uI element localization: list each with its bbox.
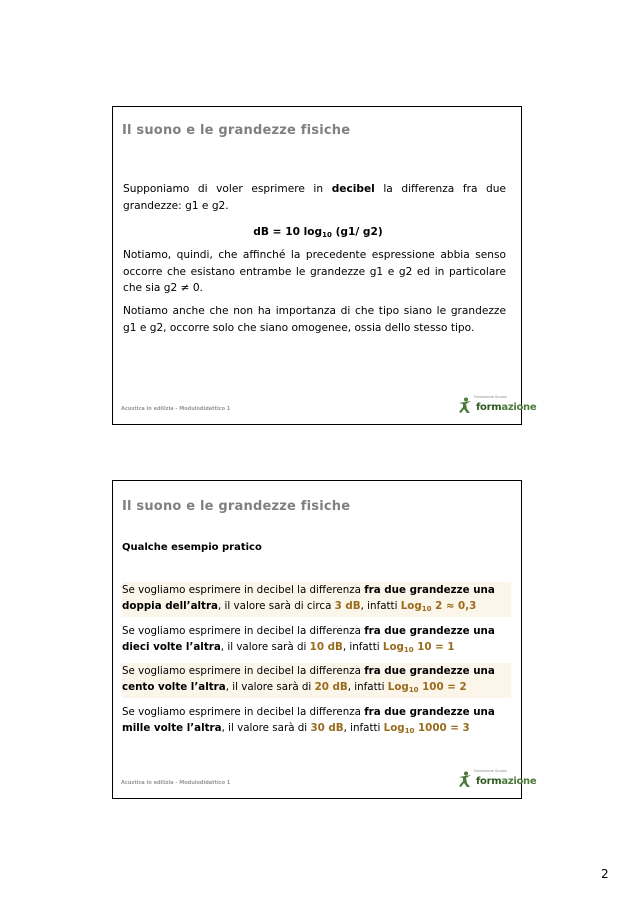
- paragraph-1: [123, 181, 506, 214]
- figure-icon: [458, 771, 472, 788]
- slide-2: [112, 480, 537, 799]
- logo-part: azione: [501, 402, 537, 413]
- db-value: 3 dB: [334, 600, 361, 612]
- example-item: [122, 704, 511, 739]
- figure-icon: [458, 397, 472, 414]
- log-text: Log: [382, 641, 404, 653]
- logo-top-text: Fondazione Scuola: [474, 395, 507, 399]
- log-text: Log: [387, 681, 409, 693]
- slide-footer: Acustica in edilizia - Modulodidattico 1: [121, 780, 231, 786]
- text: , infatti: [347, 681, 388, 693]
- text-bold: fra due grandezze una dieci volte l’altra: [122, 625, 495, 653]
- formazione-logo: [456, 394, 537, 416]
- log-result: 2 ≈ 0,3: [431, 600, 477, 612]
- paragraph-2: Notiamo, quindi, che affinché la precedente espressione abbia senso occorre che esistano entrambe le grandezze g1 e g2 ed in particolare che sia g2 ≠ 0.: [123, 249, 506, 294]
- formula: [113, 226, 523, 239]
- log-subscript: 10: [421, 605, 432, 613]
- subtitle: Qualche esempio pratico: [122, 542, 262, 553]
- text-bold: fra due grandezze una mille volte l’altra: [122, 706, 495, 734]
- log-subscript: 10: [408, 686, 419, 694]
- text-bold: decibel: [331, 183, 375, 195]
- text: Supponiamo di voler esprimere in: [123, 183, 332, 195]
- logo-main-text: [476, 402, 536, 413]
- formula-text: dB = 10 log: [253, 226, 323, 238]
- text: , infatti: [360, 600, 401, 612]
- text: , il valore sarà di circa: [218, 600, 335, 612]
- example-item: [122, 663, 511, 698]
- text: Se vogliamo esprimere in decibel la differenza: [122, 625, 365, 637]
- text: Se vogliamo esprimere in decibel la differenza: [122, 706, 365, 718]
- slide-1: [112, 106, 537, 425]
- text-bold: fra due grandezze una doppia dell’altra: [122, 584, 495, 612]
- log-subscript: 10: [403, 646, 414, 654]
- text-bold: fra due grandezze una cento volte l’altra: [122, 665, 495, 693]
- text: , infatti: [342, 641, 383, 653]
- logo-main-text: [476, 776, 536, 787]
- text: Se vogliamo esprimere in decibel la differenza: [122, 665, 365, 677]
- slide-footer: Acustica in edilizia - Modulodidattico 1: [121, 406, 231, 412]
- log-result: 10 = 1: [413, 641, 455, 653]
- text: , il valore sarà di: [221, 722, 311, 734]
- logo-part: form: [476, 776, 502, 787]
- log-result: 100 = 2: [418, 681, 467, 693]
- log-text: Log: [400, 600, 422, 612]
- log-subscript: 10: [404, 727, 415, 735]
- log-result: 1000 = 3: [414, 722, 470, 734]
- text: , il valore sarà di: [225, 681, 315, 693]
- formazione-logo: [456, 768, 537, 790]
- formula-text: (g1/ g2): [331, 226, 383, 238]
- slide-title: Il suono e le grandezze fisiche: [122, 499, 351, 514]
- paragraph-3: Notiamo anche che non ha importanza di che tipo siano le grandezze g1 e g2, occorre solo che siano omogenee, ossia dello stesso tipo.: [123, 305, 506, 334]
- example-item: [122, 582, 511, 617]
- db-value: 30 dB: [310, 722, 344, 734]
- slide-title: Il suono e le grandezze fisiche: [122, 123, 351, 138]
- logo-part: azione: [501, 776, 537, 787]
- formula-subscript: 10: [322, 231, 332, 239]
- page-number: 2: [601, 867, 609, 881]
- example-item: [122, 623, 511, 658]
- logo-top-text: Fondazione Scuola: [474, 769, 507, 773]
- text: , il valore sarà di: [220, 641, 310, 653]
- db-value: 20 dB: [314, 681, 348, 693]
- log-text: Log: [383, 722, 405, 734]
- text: , infatti: [343, 722, 384, 734]
- db-value: 10 dB: [309, 641, 343, 653]
- text: la differenza fra due grandezze: g1 e g2.: [123, 183, 506, 212]
- logo-part: form: [476, 402, 502, 413]
- text: Se vogliamo esprimere in decibel la differenza: [122, 584, 365, 596]
